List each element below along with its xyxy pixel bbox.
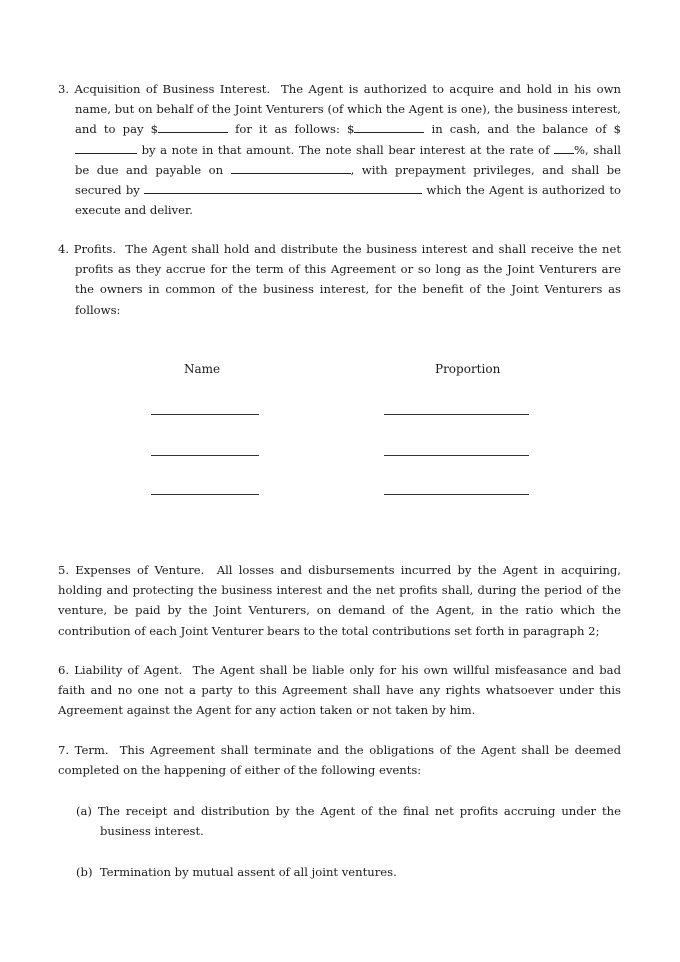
section-number: 4. <box>58 242 70 256</box>
term-item-b: (b) Termination by mutual assent of all joint ventures. <box>76 865 397 879</box>
section-number: 6. <box>58 663 70 677</box>
section-number: 7. <box>58 743 70 757</box>
blank-interest-rate[interactable] <box>554 141 574 154</box>
section-title: Expenses of Venture. <box>75 563 205 577</box>
section-number: 3. <box>58 82 70 96</box>
blank-cash-amount[interactable] <box>354 120 424 133</box>
section-6-liability: 6. Liability of Agent. The Agent shall be liable only for his own willful misfeasance and bad faith and no one not a party to this Agreement shall have any rights whatsoever under this Agreement against the Agent for any action taken or not taken by him. <box>58 663 622 718</box>
section-3-acquisition: 3. Acquisition of Business Interest. The Agent is authorized to acquire and hold in his own name, but on behalf of the Joint Venturers (of which the Agent is one), the business interest, and to pay $ for it as follows: $ in cash, and the balance of $ by a note in that amount. The note shall bear interest at the rate of %, shall be due and payable on , with prepayment privileges, and shall be secured by which the Agent is authorized to execute and deliver. <box>58 82 622 218</box>
proportion-field-3[interactable] <box>384 494 529 495</box>
blank-note-amount[interactable] <box>75 141 137 154</box>
proportion-field-2[interactable] <box>384 455 529 456</box>
section-title: Profits. <box>73 242 117 256</box>
section-5-expenses: 5. Expenses of Venture. All losses and disbursements incurred by the Agent in acquiring, holding and protecting the business interest and the net profits shall, during the period of the venture, be paid by the Joint Venturers, on demand of the Agent, in the ratio which the contribution of each Joint Venturer bears to the total contributions set forth in paragraph 2; <box>58 563 621 638</box>
blank-security[interactable] <box>144 181 422 194</box>
section-number: 5. <box>58 563 70 577</box>
item-label: (a) <box>76 804 92 818</box>
item-label: (b) <box>76 865 93 879</box>
table-header-proportion: Proportion <box>435 362 501 376</box>
blank-purchase-price[interactable] <box>158 120 228 133</box>
section-7-term: 7. Term. This Agreement shall terminate and the obligations of the Agent shall be deemed completed on the happening of either of the following events: <box>58 743 622 778</box>
proportion-field-1[interactable] <box>384 414 529 415</box>
name-field-1[interactable] <box>151 414 259 415</box>
term-item-a: (a) The receipt and distribution by the Agent of the final net profits accruing under the business interest. <box>76 804 621 839</box>
section-4-profits: 4. Profits. The Agent shall hold and distribute the business interest and shall receive the net profits as they accrue for the term of this Agreement or so long as the Joint Venturers are the owners in common of the business interest, for the benefit of the Joint Venturers as follows: <box>58 242 622 317</box>
section-title: Term. <box>74 743 109 757</box>
section-title: Acquisition of Business Interest. <box>74 82 271 96</box>
blank-due-date[interactable] <box>231 161 351 174</box>
name-field-3[interactable] <box>151 494 259 495</box>
section-title: Liability of Agent. <box>74 663 183 677</box>
table-header-name: Name <box>184 362 221 376</box>
name-field-2[interactable] <box>151 455 259 456</box>
